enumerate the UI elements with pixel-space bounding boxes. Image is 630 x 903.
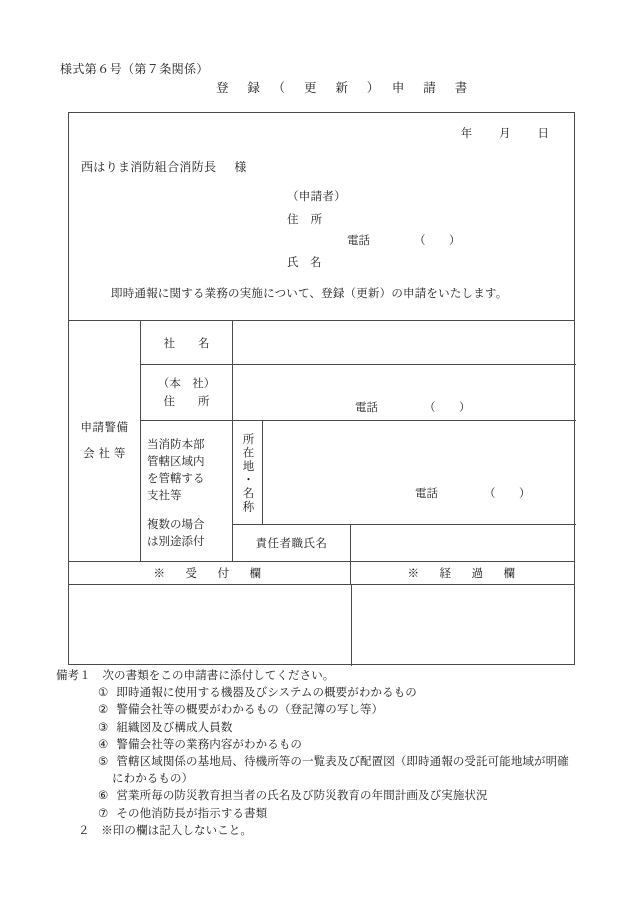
applicant-section bbox=[69, 113, 574, 321]
note-item-text: 管轄区域関係の基地局、待機所等の一覧表及び配置図（即時通報の受託可能地域が明確 bbox=[116, 756, 569, 769]
application-statement: 即時通報に関する業務の実施について、登録（更新）の申請をいたします。 bbox=[111, 288, 508, 300]
note-item bbox=[56, 702, 616, 719]
head-office-label-line2: 住 所 bbox=[163, 395, 210, 408]
note-item bbox=[56, 737, 616, 754]
date-month: 月 bbox=[499, 128, 512, 140]
head-office-tel-line bbox=[355, 399, 477, 415]
branch-label-gap bbox=[147, 505, 232, 517]
note-item-number: ③ bbox=[98, 721, 109, 734]
responsible-person-label: 責任者職氏名 bbox=[233, 525, 351, 561]
note-item-number: ⑥ bbox=[98, 790, 109, 803]
applicant-label: （申請者） bbox=[287, 191, 346, 203]
branch-tel-paren: （ ） bbox=[484, 488, 537, 500]
addressee-name: 西はりま消防組合消防長 bbox=[81, 160, 217, 174]
company-section-label bbox=[69, 321, 141, 561]
date-year: 年 bbox=[460, 128, 474, 140]
addressee-honorific: 様 bbox=[234, 160, 247, 174]
applicant-block bbox=[287, 186, 346, 232]
head-office-address-label bbox=[141, 365, 233, 421]
head-office-tel-paren: （ ） bbox=[424, 402, 477, 414]
branch-tel-label: 電話 bbox=[415, 488, 438, 500]
applicant-tel-line bbox=[347, 232, 467, 248]
head-office-label-line1: （本 社） bbox=[157, 377, 216, 390]
applicant-tel-paren: （ ） bbox=[414, 235, 467, 247]
company-section-label-line1: 申請警備 bbox=[80, 422, 129, 434]
note-item bbox=[56, 685, 616, 702]
company-table bbox=[69, 321, 574, 561]
receipt-column-header: ※ 受 付 欄 bbox=[69, 562, 351, 584]
responsible-person-value[interactable] bbox=[351, 525, 576, 561]
note-item-text: 組織図及び構成人員数 bbox=[116, 721, 233, 734]
branch-tel-line bbox=[415, 485, 537, 501]
company-name-value[interactable] bbox=[233, 321, 576, 365]
branch-label-line5: 複数の場合 bbox=[147, 519, 205, 531]
application-form-box bbox=[68, 112, 575, 665]
applicant-name-label: 氏 名 bbox=[287, 257, 322, 269]
note-item-number: ⑦ bbox=[98, 807, 109, 820]
note-item-continuation: にわかるもの） bbox=[112, 773, 194, 786]
office-use-header-row bbox=[69, 561, 574, 585]
note-item bbox=[56, 754, 616, 771]
note-item-text: 即時通報に使用する機器及びシステムの概要がわかるもの bbox=[116, 687, 417, 700]
note-item-number: ① bbox=[98, 687, 109, 700]
date-day: 日 bbox=[537, 128, 550, 140]
date-line bbox=[461, 125, 550, 141]
note-item-text: その他消防長が指示する書類 bbox=[116, 807, 268, 820]
office-use-body-row bbox=[69, 585, 574, 666]
note-item bbox=[56, 788, 616, 805]
addressee-line bbox=[81, 158, 247, 175]
note-item bbox=[56, 720, 616, 737]
office-use-divider bbox=[351, 585, 352, 666]
branch-label-line2: 管轄区域内 bbox=[147, 456, 205, 468]
note-item-text: 警備会社等の概要がわかるもの（登記簿の写し等） bbox=[116, 704, 384, 717]
note-item-number: ④ bbox=[98, 738, 109, 751]
branch-label-line1: 当消防本部 bbox=[147, 439, 205, 451]
applicant-address-label: 住 所 bbox=[287, 214, 323, 226]
company-section-label-line2: 会 社 等 bbox=[83, 448, 126, 460]
branch-location-name-label bbox=[233, 421, 263, 525]
head-office-address-value[interactable] bbox=[233, 365, 576, 421]
note-2: ２ ※印の欄は記入しないこと。 bbox=[78, 824, 252, 837]
note-item-text: 警備会社等の業務内容がわかるもの bbox=[116, 738, 303, 751]
branch-location-name-value[interactable] bbox=[263, 421, 576, 525]
notes-section bbox=[56, 668, 616, 840]
document-title: 登 録 （ 更 新 ） 申 請 書 bbox=[216, 81, 471, 95]
head-office-tel-label: 電話 bbox=[355, 402, 378, 414]
applicant-tel-label: 電話 bbox=[347, 235, 370, 247]
branch-label-line4: 支社等 bbox=[147, 490, 182, 502]
branch-label-line3: を管轄する bbox=[147, 473, 205, 485]
note-item bbox=[56, 806, 616, 823]
note-item-text: 営業所毎の防災教育担当者の氏名及び防災教育の年間計画及び実施状況 bbox=[116, 790, 488, 803]
note-item-number: ② bbox=[98, 704, 109, 717]
form-number: 様式第６号（第７条関係） bbox=[60, 62, 209, 76]
note-item-number: ⑤ bbox=[98, 756, 109, 769]
company-name-label: 社 名 bbox=[141, 321, 233, 365]
branch-label-line6: は別途添付 bbox=[147, 536, 205, 548]
branch-office-label bbox=[141, 421, 233, 561]
progress-column-header: ※ 経 過 欄 bbox=[407, 568, 520, 580]
branch-location-name-label-text: 所在地・名称 bbox=[241, 433, 254, 514]
notes-heading: 備考１ 次の書類をこの申請書に添付してください。 bbox=[56, 670, 335, 682]
